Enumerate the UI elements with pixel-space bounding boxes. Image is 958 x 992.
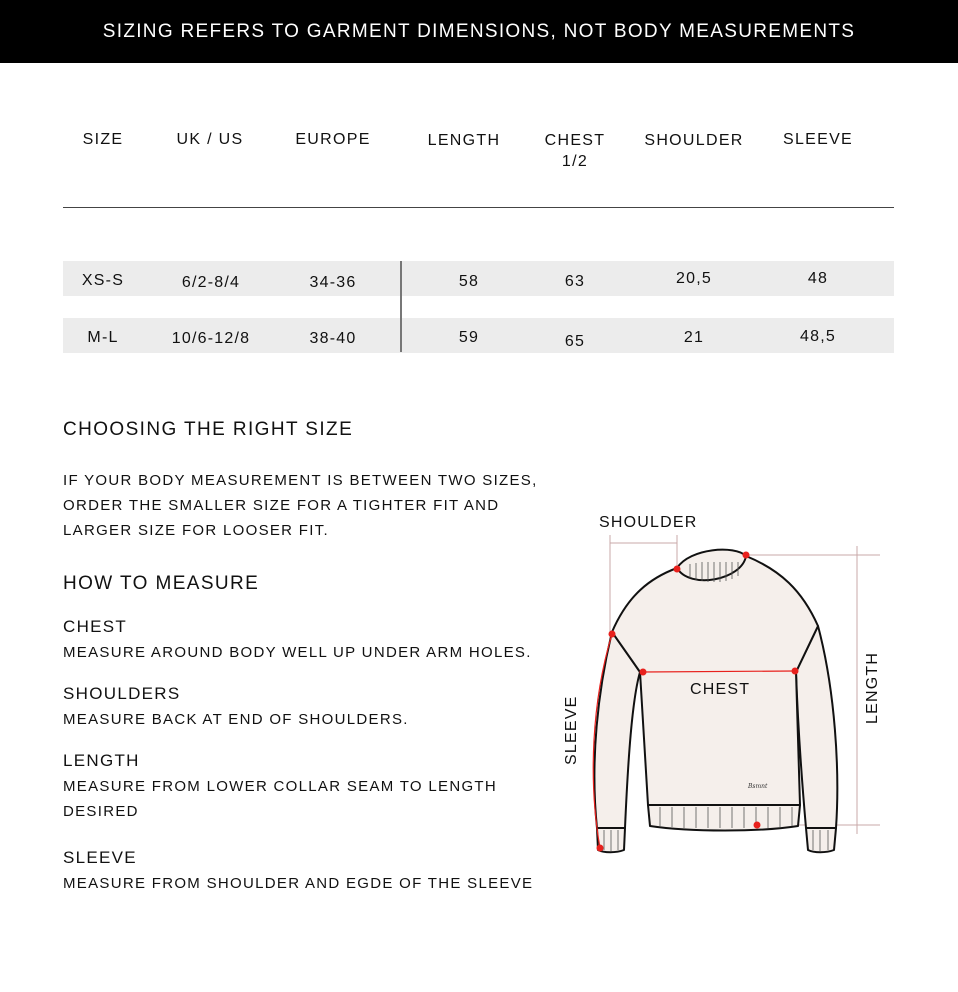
length-label: LENGTH bbox=[864, 651, 881, 724]
cell-length: 59 bbox=[458, 329, 480, 346]
brand-mark: Bsmnt bbox=[748, 783, 768, 790]
cell-length: 58 bbox=[458, 273, 480, 290]
choosing-line: LARGER SIZE FOR LOOSER FIT. bbox=[63, 522, 329, 539]
col-header-uk-us: UK / US bbox=[176, 131, 244, 148]
length-line: MEASURE FROM LOWER COLLAR SEAM TO LENGTH bbox=[63, 778, 498, 795]
shoulders-title: SHOULDERS bbox=[63, 684, 181, 703]
sleeve-text: MEASURE FROM SHOULDER AND EGDE OF THE SLEEVE bbox=[63, 875, 534, 892]
choosing-text bbox=[63, 468, 543, 543]
col-header-shoulder: SHOULDER bbox=[644, 132, 744, 149]
cell-uk-us: 10/6-12/8 bbox=[171, 330, 251, 347]
cell-shoulder: 20,5 bbox=[676, 270, 712, 287]
header-divider bbox=[63, 207, 894, 208]
cell-uk-us: 6/2-8/4 bbox=[181, 274, 241, 291]
how-to-measure-title: HOW TO MEASURE bbox=[63, 573, 260, 594]
length-line: DESIRED bbox=[63, 803, 139, 820]
sleeve-label: SLEEVE bbox=[563, 695, 580, 765]
choosing-line: IF YOUR BODY MEASUREMENT IS BETWEEN TWO SIZES, bbox=[63, 472, 538, 489]
col-header-size: SIZE bbox=[82, 131, 124, 148]
shoulder-label: SHOULDER bbox=[599, 514, 698, 531]
col-header-europe: EUROPE bbox=[295, 131, 371, 148]
cell-chest: 63 bbox=[564, 273, 586, 290]
chest-text: MEASURE AROUND BODY WELL UP UNDER ARM HOLES. bbox=[63, 644, 532, 661]
cell-europe: 34-36 bbox=[309, 274, 357, 291]
chest-title: CHEST bbox=[63, 617, 128, 636]
cell-chest: 65 bbox=[564, 333, 586, 350]
column-divider bbox=[400, 261, 402, 352]
cell-sleeve: 48 bbox=[807, 270, 829, 287]
cell-shoulder: 21 bbox=[683, 329, 705, 346]
col-header-length: LENGTH bbox=[427, 132, 501, 149]
banner-text: SIZING REFERS TO GARMENT DIMENSIONS, NOT BODY MEASUREMENTS bbox=[102, 20, 856, 42]
top-banner bbox=[0, 0, 958, 63]
shoulders-text: MEASURE BACK AT END OF SHOULDERS. bbox=[63, 711, 409, 728]
cell-sleeve: 48,5 bbox=[800, 328, 836, 345]
cell-europe: 38-40 bbox=[309, 330, 357, 347]
length-title: LENGTH bbox=[63, 751, 140, 770]
col-header-chest-sub: 1/2 bbox=[561, 153, 589, 170]
chest-label: CHEST bbox=[690, 681, 751, 698]
sweater-diagram bbox=[545, 500, 895, 870]
cell-size: XS-S bbox=[81, 272, 125, 289]
length-text bbox=[63, 774, 543, 824]
col-header-chest-label: CHEST bbox=[544, 132, 606, 149]
sleeve-title: SLEEVE bbox=[63, 848, 137, 867]
choosing-title: CHOOSING THE RIGHT SIZE bbox=[63, 419, 354, 440]
col-header-sleeve: SLEEVE bbox=[782, 131, 854, 148]
cell-size: M-L bbox=[87, 329, 119, 346]
choosing-line: ORDER THE SMALLER SIZE FOR A TIGHTER FIT AND bbox=[63, 497, 500, 514]
col-header-chest bbox=[525, 130, 625, 172]
sweater-shape bbox=[594, 550, 837, 853]
